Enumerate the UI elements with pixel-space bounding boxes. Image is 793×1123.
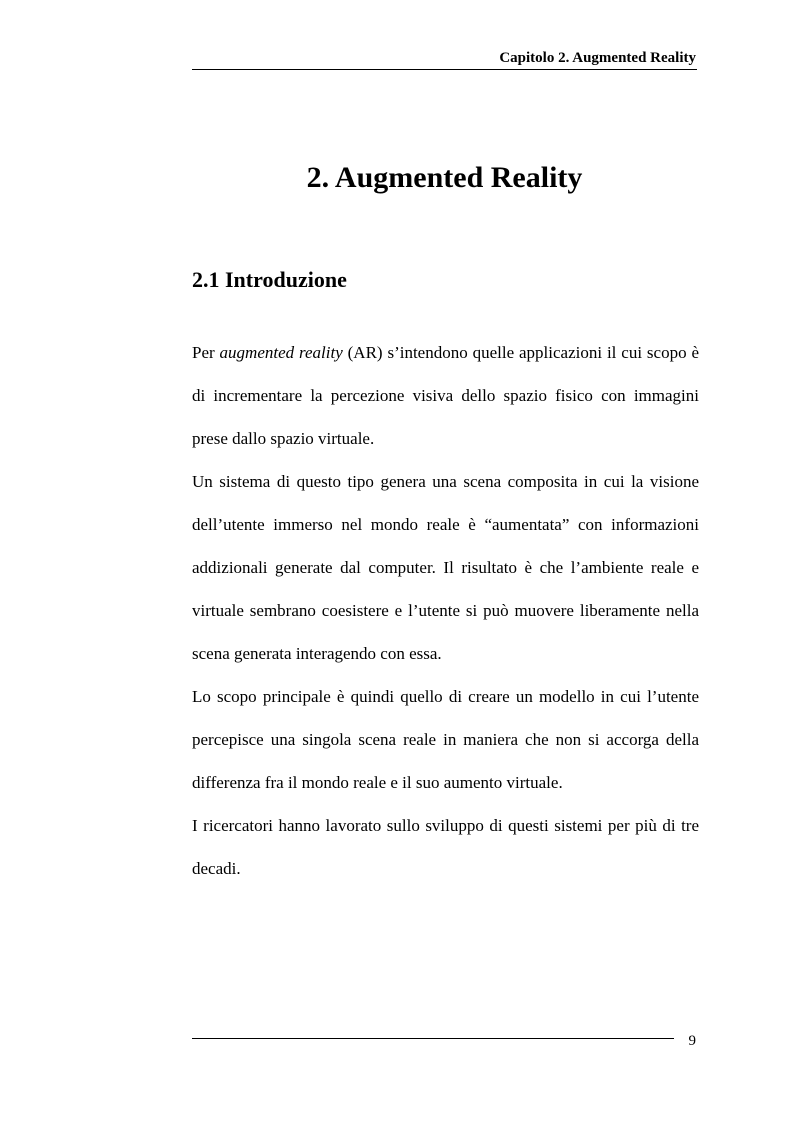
body-text bbox=[192, 331, 699, 890]
page-number: 9 bbox=[688, 1033, 696, 1049]
paragraph-1 bbox=[192, 331, 699, 460]
footer-rule bbox=[192, 1038, 674, 1039]
paragraph-1-rest: (AR) s’intendono quelle applicazioni il cui scopo è di incrementare la percezione visiva dello spazio fisico con immagini prese dallo spazio virtuale. bbox=[192, 343, 699, 448]
paragraph-2: Un sistema di questo tipo genera una scena composita in cui la visione dell’utente immerso nel mondo reale è “aumentata” con informazioni addizionali generate dal computer. Il risultato è che l’ambiente reale e virtuale sembrano coesistere e l’utente si può muovere liberamente nella scena generata interagendo con essa. bbox=[192, 472, 699, 663]
paragraph-3: Lo scopo principale è quindi quello di creare un modello in cui l’utente percepisce una singola scena reale in maniera che non si accorga della differenza fra il mondo reale e il suo aumento virtuale. bbox=[192, 687, 699, 792]
paragraph-4: I ricercatori hanno lavorato sullo sviluppo di questi sistemi per più di tre decadi. bbox=[192, 816, 699, 878]
paragraph-1-term: augmented reality bbox=[219, 343, 343, 362]
section-heading: 2.1 Introduzione bbox=[192, 267, 347, 292]
paragraph-1-lead: Per bbox=[192, 343, 220, 362]
running-header: Capitolo 2. Augmented Reality bbox=[499, 50, 696, 66]
header-rule bbox=[192, 69, 697, 70]
chapter-title: 2. Augmented Reality bbox=[306, 161, 583, 194]
